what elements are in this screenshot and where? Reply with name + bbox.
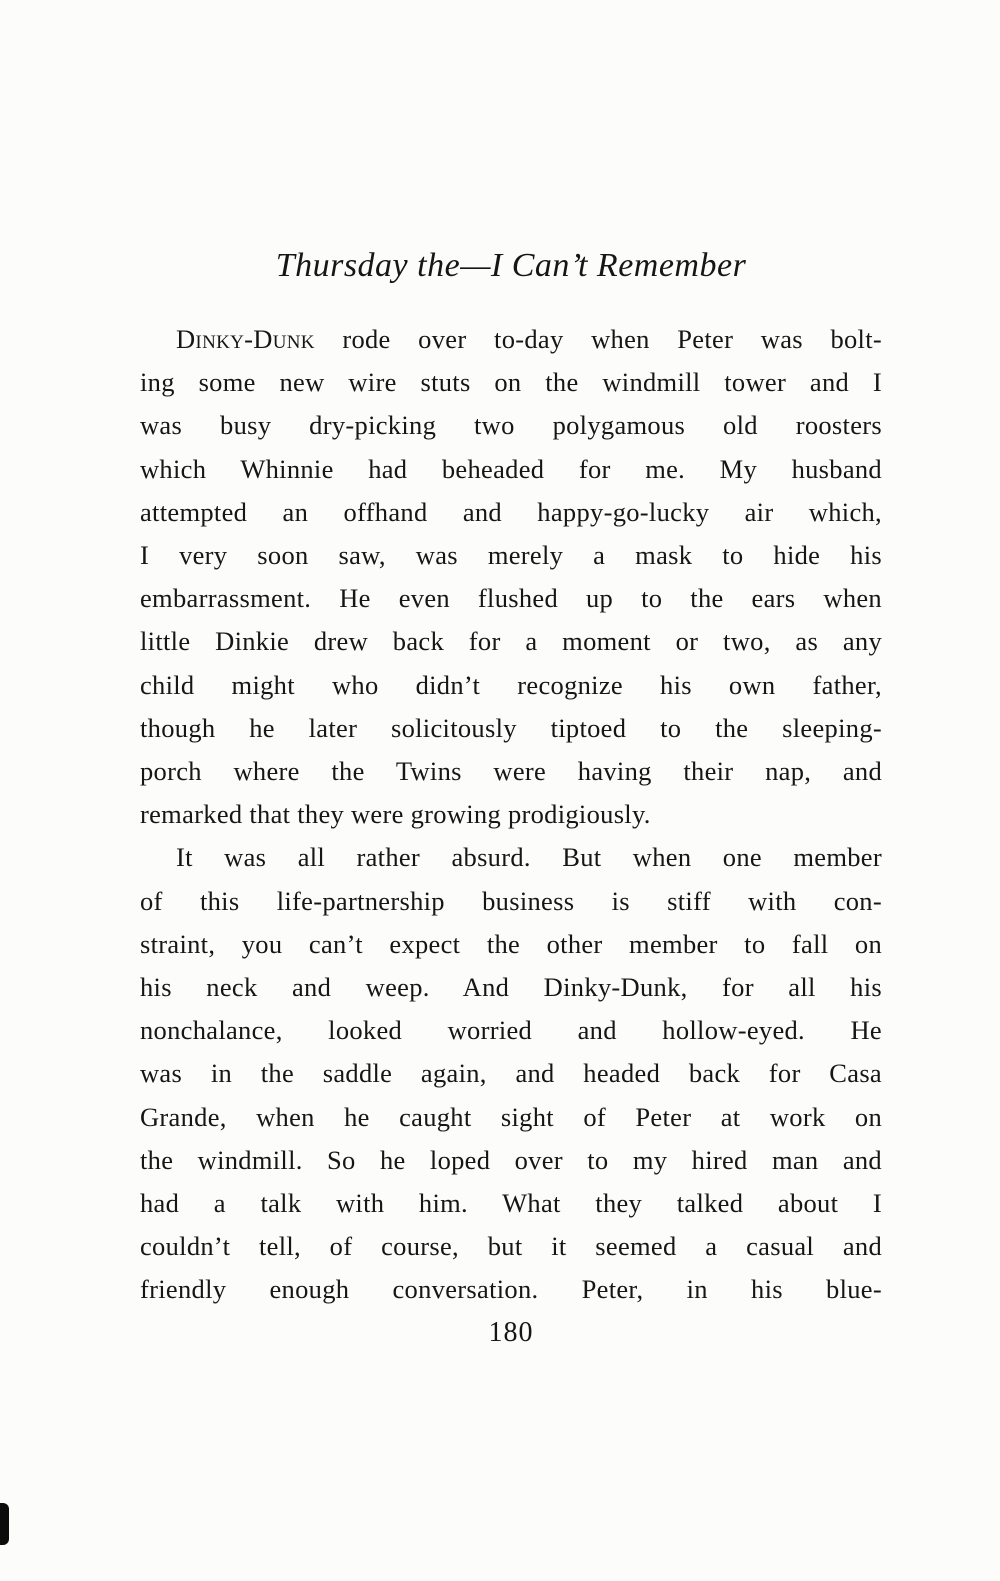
text-line: was busy dry-picking two polygamous old roosters	[140, 410, 882, 441]
small-caps-lead: Dinky-Dunk	[176, 324, 315, 354]
text-line: attempted an offhand and happy-go-lucky air which,	[140, 496, 882, 527]
text-line: Grande, when he caught sight of Peter at work on	[140, 1101, 882, 1132]
text-line: which Whinnie had beheaded for me. My husband	[140, 453, 882, 484]
text-block	[140, 244, 882, 1349]
text-line: I very soon saw, was merely a mask to hide his	[140, 540, 882, 571]
text-line: of this life-partnership business is stiff with con-	[140, 885, 882, 916]
text-line: straint, you can’t expect the other member to fall on	[140, 928, 882, 959]
chapter-heading: Thursday the—I Can’t Remember	[275, 247, 747, 284]
paragraph-1	[140, 318, 882, 836]
text-line: friendly enough conversation. Peter, in his blue-	[140, 1274, 882, 1305]
text-line: porch where the Twins were having their nap, and	[140, 756, 882, 787]
text-line: nonchalance, looked worried and hollow-eyed. He	[140, 1015, 882, 1046]
text-line: little Dinkie drew back for a moment or two, as any	[140, 626, 882, 657]
text-line: had a talk with him. What they talked about I	[140, 1188, 882, 1219]
text-line: the windmill. So he loped over to my hired man and	[140, 1144, 882, 1175]
text-line: though he later solicitously tiptoed to the sleeping-	[140, 712, 882, 743]
text-line: his neck and weep. And Dinky-Dunk, for all his	[140, 972, 882, 1003]
text-line: remarked that they were growing prodigiously.	[140, 799, 651, 830]
text-line: couldn’t tell, of course, but it seemed a casual and	[140, 1231, 882, 1262]
text-line	[140, 318, 882, 361]
text-line: embarrassment. He even flushed up to the ears when	[140, 583, 882, 614]
text-line: was in the saddle again, and headed back for Casa	[140, 1058, 882, 1089]
text-line-rest: rode over to-day when Peter was bolt-	[314, 324, 882, 354]
text-line: ing some new wire stuts on the windmill tower and I	[140, 367, 882, 398]
paragraph-2	[140, 836, 882, 1311]
page-number: 180	[488, 1316, 534, 1348]
scan-artifact	[0, 1503, 9, 1545]
text-line: It was all rather absurd. But when one member	[176, 842, 882, 873]
text-line: child might who didn’t recognize his own father,	[140, 669, 882, 700]
